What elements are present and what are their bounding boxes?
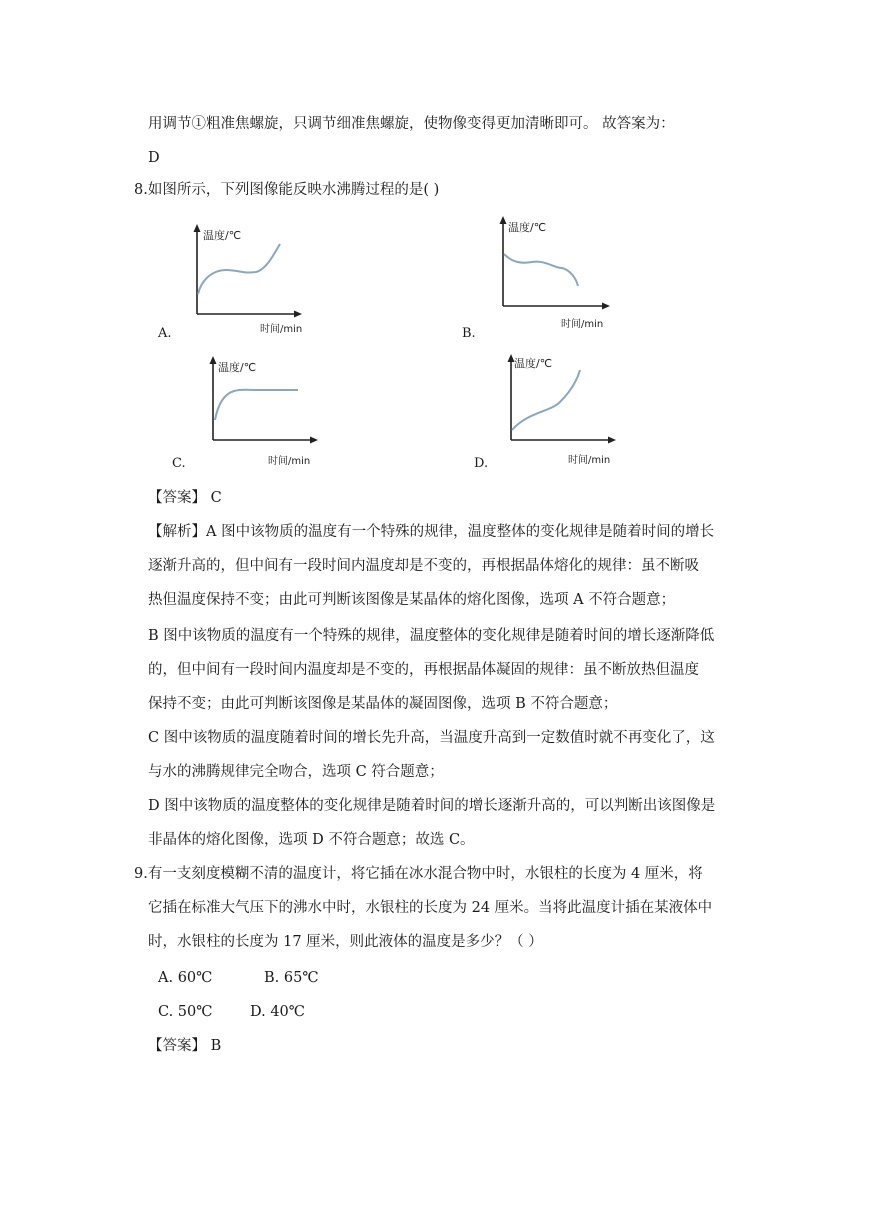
q8-analysis-3: 热但温度保持不变；由此可判断该图像是某晶体的熔化图像，选项 A 不符合题意； bbox=[148, 592, 676, 608]
q9-choice-a: A. 60℃ bbox=[158, 970, 213, 986]
q8-analysis-9: D 图中该物质的温度整体的变化规律是随着时间的增长逐渐升高的，可以判断出该图像是 bbox=[148, 798, 716, 814]
q8-analysis-4: B 图中该物质的温度有一个特殊的规律，温度整体的变化规律是随着时间的增长逐渐降低 bbox=[148, 628, 715, 644]
graph-d-ylabel: 温度/℃ bbox=[514, 357, 553, 370]
graph-d-xlabel: 时间/min bbox=[568, 455, 611, 466]
option-c-label: C. bbox=[172, 456, 186, 471]
graph-b-ylabel: 温度/℃ bbox=[508, 221, 547, 234]
q9-stem-1: 9.有一支刻度模糊不清的温度计，将它插在冰水混合物中时，水银柱的长度为 4 厘米，将 bbox=[134, 866, 703, 882]
q8-analysis-1: 【解析】A 图中该物质的温度有一个特殊的规律，温度整体的变化规律是随着时间的增长 bbox=[148, 524, 715, 540]
option-a-label: A. bbox=[158, 326, 172, 341]
q8-analysis-7: C 图中该物质的温度随着时间的增长先升高，当温度升高到一定数值时就不再变化了，这 bbox=[148, 730, 715, 746]
q9-stem-2: 它插在标准大气压下的沸水中时，水银柱的长度为 24 厘米。当将此温度计插在某液体中 bbox=[148, 900, 713, 916]
q8-analysis-10: 非晶体的熔化图像，选项 D 不符合题意；故选 C。 bbox=[148, 832, 475, 848]
graph-a-ylabel: 温度/℃ bbox=[203, 229, 242, 242]
graph-c-xlabel: 时间/min bbox=[268, 456, 311, 467]
q8-analysis-5: 的，但中间有一段时间内温度却是不变的，再根据晶体凝固的规律：虽不断放热但温度 bbox=[148, 662, 699, 678]
q9-answer: 【答案】 B bbox=[148, 1038, 222, 1054]
graph-a-xlabel: 时间/min bbox=[260, 324, 303, 335]
graph-b-xlabel: 时间/min bbox=[561, 319, 604, 330]
intro-line-1: 用调节①粗准焦螺旋，只调节细准焦螺旋，使物像变得更加清晰即可。 故答案为： bbox=[148, 116, 675, 132]
q8-analysis-8: 与水的沸腾规律完全吻合，选项 C 符合题意； bbox=[148, 764, 444, 780]
q8-analysis-2: 逐渐升高的，但中间有一段时间内温度却是不变的，再根据晶体熔化的规律：虽不断吸 bbox=[148, 558, 699, 574]
graph-a bbox=[180, 222, 320, 338]
option-b-label: B. bbox=[462, 326, 476, 341]
q9-choice-b: B. 65℃ bbox=[264, 970, 319, 986]
q8-stem: 8.如图所示，下列图像能反映水沸腾过程的是( ) bbox=[134, 182, 440, 198]
q8-answer: 【答案】 C bbox=[148, 490, 222, 506]
graph-c bbox=[196, 354, 336, 470]
q9-stem-3: 时，水银柱的长度为 17 厘米，则此液体的温度是多少？（ ） bbox=[148, 934, 543, 950]
graph-c-ylabel: 温度/℃ bbox=[218, 361, 257, 374]
q9-choice-c: C. 50℃ bbox=[158, 1004, 213, 1020]
graph-d bbox=[494, 350, 634, 470]
q8-analysis-6: 保持不变；由此可判断该图像是某晶体的凝固图像，选项 B 不符合题意； bbox=[148, 696, 618, 712]
intro-line-2: D bbox=[148, 150, 160, 166]
option-d-label: D. bbox=[474, 456, 489, 471]
graph-b bbox=[486, 210, 626, 330]
q9-choice-d: D. 40℃ bbox=[250, 1004, 305, 1020]
